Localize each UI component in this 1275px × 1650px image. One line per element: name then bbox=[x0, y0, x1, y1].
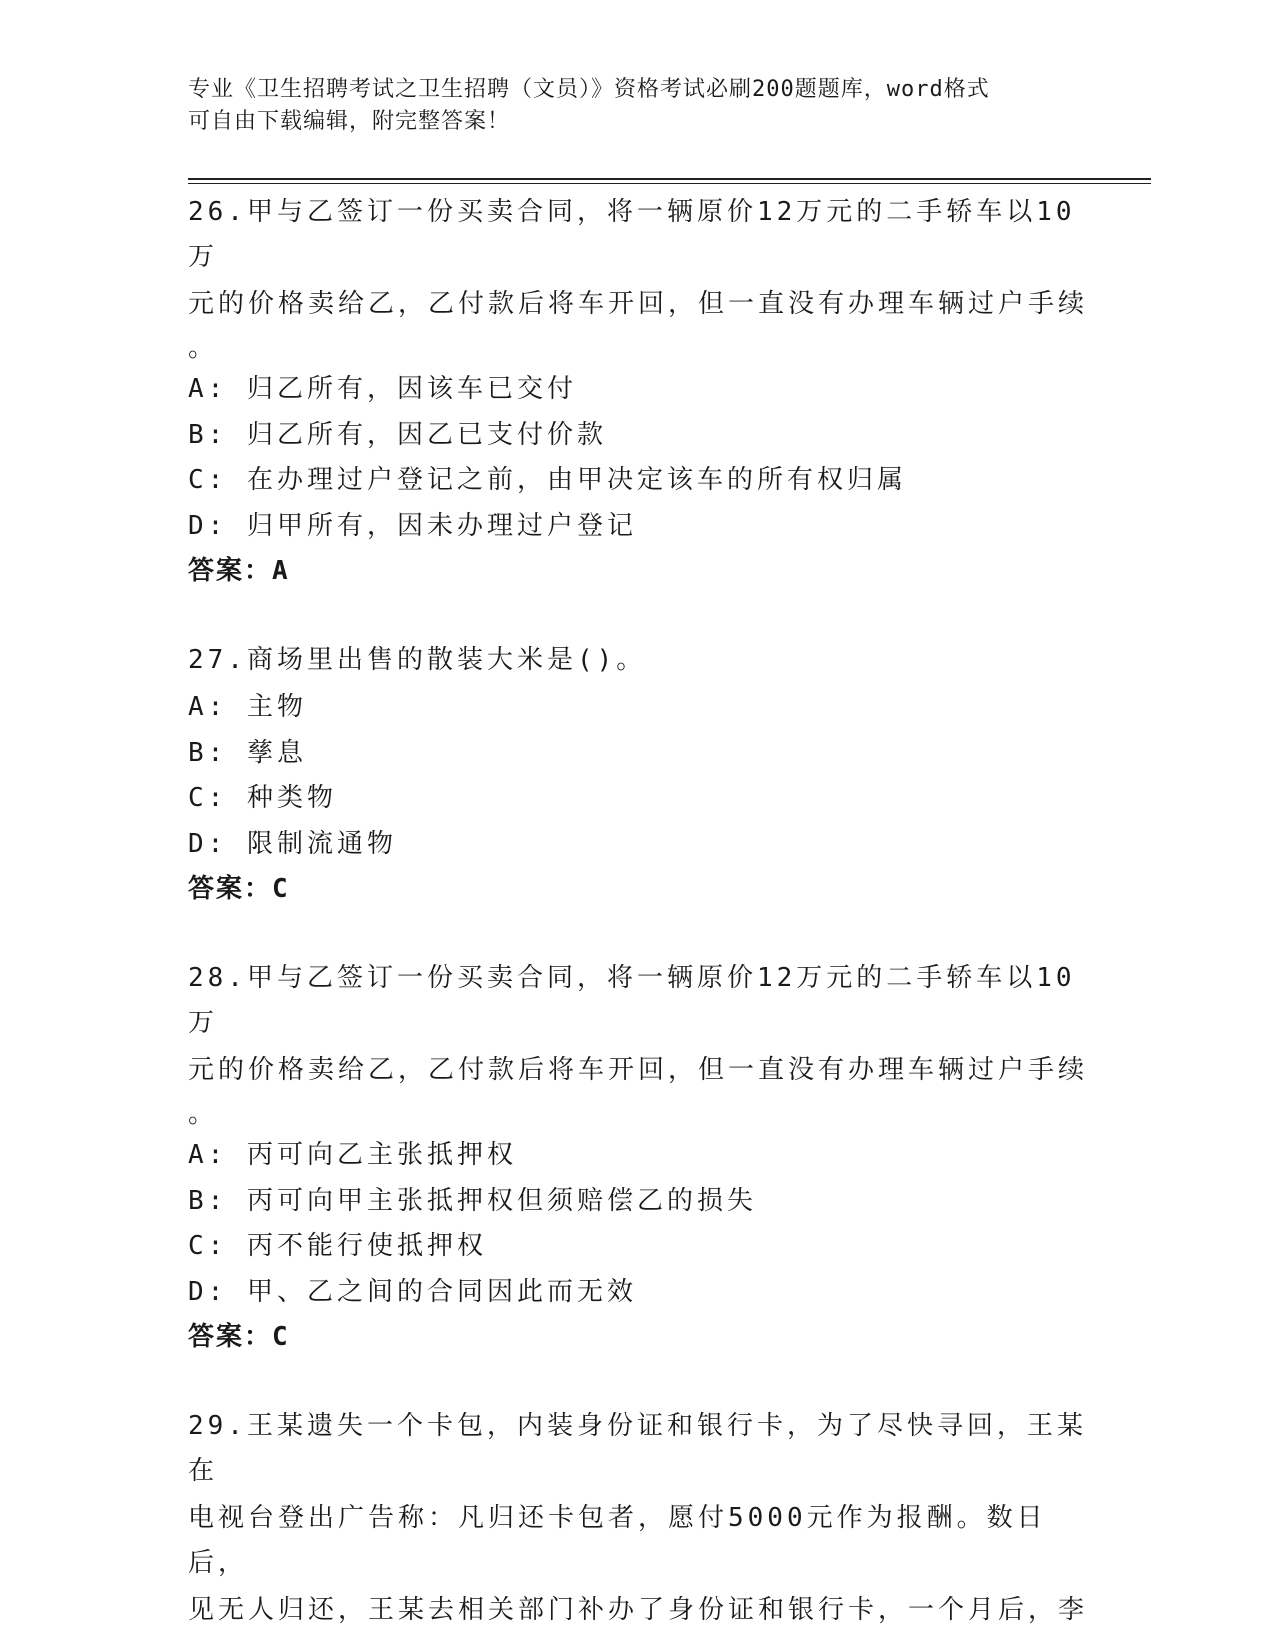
question-spacer bbox=[188, 912, 1088, 956]
question-stem-line: 元的价格卖给乙，乙付款后将车开回，但一直没有办理车辆过户手续 bbox=[188, 289, 1089, 319]
header-line-1: 专业《卫生招聘考试之卫生招聘（文员）》资格考试必刷200题题库，word格式 bbox=[188, 77, 990, 102]
option-b: B: 丙可向甲主张抵押权但须赔偿乙的损失 bbox=[188, 1185, 757, 1216]
question-stem-line: 29.王某遗失一个卡包，内装身份证和银行卡，为了尽快寻回，王某在 bbox=[188, 1411, 1087, 1486]
header-line-2: 可自由下载编辑，附完整答案！ bbox=[188, 109, 511, 134]
question-stem-line: 元的价格卖给乙，乙付款后将车开回，但一直没有办理车辆过户手续 bbox=[188, 1055, 1089, 1085]
question-stem-line: 26.甲与乙签订一份买卖合同，将一辆原价12万元的二手轿车以10万 bbox=[188, 197, 1076, 272]
answer-label: 答案：C bbox=[188, 1322, 290, 1352]
question-26 bbox=[188, 190, 1088, 594]
question-stem-line: 27.商场里出售的散装大米是()。 bbox=[188, 645, 647, 675]
question-spacer bbox=[188, 594, 1088, 638]
header-divider-thin bbox=[188, 183, 1151, 184]
question-28 bbox=[188, 956, 1088, 1360]
question-stem-line: 电视台登出广告称：凡归还卡包者，愿付5000元作为报酬。数日后， bbox=[188, 1503, 1047, 1578]
question-list bbox=[188, 190, 1088, 1635]
question-27 bbox=[188, 638, 1088, 912]
option-b: B: 归乙所有，因乙已支付价款 bbox=[188, 419, 607, 450]
option-b: B: 孳息 bbox=[188, 737, 307, 768]
question-spacer bbox=[188, 1360, 1088, 1404]
header-divider-thick bbox=[188, 178, 1151, 180]
option-c: C: 丙不能行使抵押权 bbox=[188, 1231, 487, 1261]
option-d: D: 归甲所有，因未办理过户登记 bbox=[188, 510, 637, 541]
document-header bbox=[188, 74, 1068, 138]
option-c: C: 在办理过户登记之前，由甲决定该车的所有权归属 bbox=[188, 465, 907, 495]
question-stem-line: 见无人归还，王某去相关部门补办了身份证和银行卡，一个月后，李 bbox=[188, 1595, 1089, 1625]
option-d: D: 限制流通物 bbox=[188, 828, 397, 859]
question-stem-line: 。 bbox=[188, 1099, 219, 1129]
answer-label: 答案：A bbox=[188, 556, 290, 586]
question-stem-line: 。 bbox=[188, 333, 219, 363]
option-a: A: 丙可向乙主张抵押权 bbox=[188, 1140, 517, 1170]
question-stem-line: 28.甲与乙签订一份买卖合同，将一辆原价12万元的二手轿车以10万 bbox=[188, 963, 1076, 1038]
option-a: A: 主物 bbox=[188, 692, 307, 722]
option-c: C: 种类物 bbox=[188, 783, 337, 813]
option-d: D: 甲、乙之间的合同因此而无效 bbox=[188, 1276, 637, 1307]
question-29 bbox=[188, 1404, 1088, 1635]
option-a: A: 归乙所有，因该车已交付 bbox=[188, 374, 577, 404]
answer-label: 答案：C bbox=[188, 874, 290, 904]
